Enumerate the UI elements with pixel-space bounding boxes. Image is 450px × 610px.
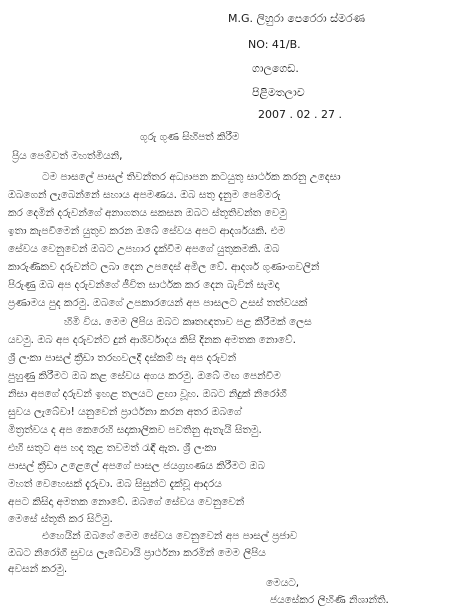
body-line: අපට කිසිදා අමතක නොවේ. ඔබගේ සේවය වෙනුවෙන් — [8, 496, 245, 508]
address-line-1: M.G. ලිහුරා පෙරෙරා ස්මරණ — [228, 12, 365, 25]
letter-salutation: ප්‍රිය පෙම්වත් මහත්මියනි, — [12, 150, 123, 162]
body-line: මෙසේ ස්තූති කර සිටිමු. — [8, 513, 113, 525]
address-line-2: NO: 41/B. — [248, 38, 301, 51]
body-line: සේවය වෙනුවෙන් ඔබට උපහාර දැක්වීම අපගේ යුතුකමකි. ඔබ — [8, 243, 280, 255]
closing-line: එහෙයින් ඔබගේ මෙම සේවය වෙනුවෙන් අප පාසල් ප්‍රජාව — [42, 530, 298, 542]
body-line: ටම පාසලේ පාසල් තිවන්තර අධ්‍යාපන කටයුතු සාර්ථක කරනු උදෙසා — [42, 171, 341, 183]
closing-line: ඔබට නිරෝගී සුවය ලැබේවායි ප්‍රාර්ථනා කරමින් මෙම ලිපිය — [8, 547, 266, 559]
address-line-3: ගාලගෙඩ. — [252, 62, 299, 75]
body-line: ඉතා කැපවීමෙන් යුතුව කරන ඔබේ සේවය අපට ආදර්ශයකි. එම — [8, 225, 286, 237]
body-line: හිමි විය. මෙම ලිපිය ඔබට කෘතඥතාව පළ කිරීමක් ලෙස — [64, 316, 312, 328]
body-line: කාරුණිකව දරුවන්ට ලබා දෙන උපදෙස් අමිල වේ. ආදර්ශ ගුණාංගවලින් — [8, 261, 320, 273]
body-line: පිරුණු ඔබ අප දරුවන්ගේ ජීවිත සාර්ථක කර දෙන බැවින් සැමදා — [8, 279, 280, 291]
body-line: ප්‍රණාමය පුද කරමු. ඔබගේ උපකාරයෙන් අප පාසලට උසස් තත්වයක් — [8, 297, 308, 309]
body-line: මහත් වෙහෙසක් දැරුවා. ඔබ සිසුන්ට දැක්වූ ආදරය — [8, 478, 222, 490]
body-line: සුවය ලැබේවා! යනුවෙන් ප්‍රාර්ථනා කරන අතර ඔබගේ — [8, 406, 242, 418]
signature-name: ජයසේකර ලිහිණි නිශාන්ති. — [270, 594, 389, 606]
closing-line: අවසන් කරමු. — [8, 563, 68, 575]
body-line: ඔබගෙන් ලැබෙන්නේ සහාය අපමණය. ඔබ සතු දැනුම පෙම්මරු — [8, 189, 281, 201]
signature-label: මෙයට, — [266, 577, 300, 589]
body-line: කර දෙමින් දරුවන්ගේ අනාගතය සකසන ඔබට ස්තූතිවන්ත වෙමු — [8, 207, 287, 219]
body-line: එහි සතුට අප හද තුළ තවමත් රැඳී ඇත. ශ්‍රී ලංකා — [8, 442, 217, 454]
body-line: නිසා අපගේ දරුවන් ඉහළ තලයට ළඟා වූහ. ඔබට නිදුක් නිරෝගී — [8, 388, 287, 400]
body-line: ශ්‍රී ලංකා පාසල් ක්‍රීඩා තරඟවලදී දස්කම් පෑ අප දරුවන් — [8, 352, 237, 364]
body-line: පාසල් ක්‍රීඩා උළෙලේ අපගේ පාසල ජයග්‍රහණය කිරීමට ඔබ — [8, 460, 265, 472]
body-line: පුහුණු කිරීමට ඔබ කළ සේවය අගය කරමු. ඔබේ මඟ පෙන්වීම — [8, 370, 281, 382]
body-line: මිත්‍රත්වය ද අප කෙරෙහි සදාකාලිකව පවතිනු ඇතැයි සිතමු. — [8, 424, 262, 436]
address-line-4: පිළිමතලාව — [252, 86, 305, 99]
body-line: යවමු. ඔබ අප දරුවන්ට දුන් ආශිර්වාදය කිසි දිනක අමතක නොවේ. — [8, 334, 296, 346]
letter-subject: ගුරු ගුණ සිහිපත් කිරීම — [140, 131, 240, 143]
letter-date: 2007 . 02 . 27 . — [258, 108, 342, 121]
